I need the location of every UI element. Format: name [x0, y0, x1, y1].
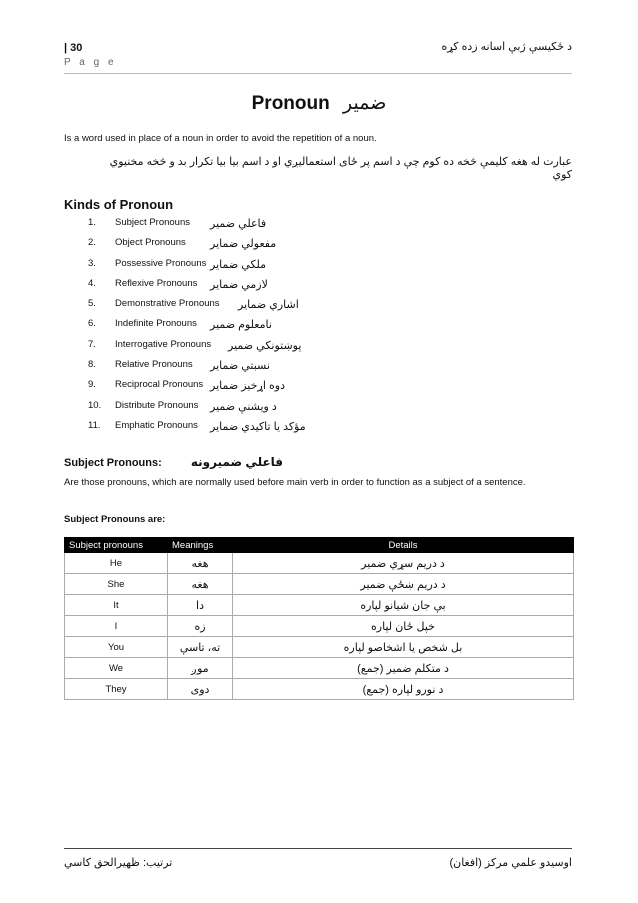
meaning-cell: ته، تاسې	[168, 637, 233, 658]
item-urdu: اشاري ضمایر	[238, 299, 299, 312]
list-item	[88, 258, 528, 278]
list-item	[88, 298, 528, 318]
table-row	[65, 595, 574, 616]
list-item	[88, 278, 528, 298]
item-urdu: دوه اړخیز ضمایر	[210, 380, 285, 393]
meaning-cell: هغه	[168, 574, 233, 595]
details-cell: بې جان شیانو لپاره	[233, 595, 574, 616]
table-row	[65, 679, 574, 700]
item-urdu: نامعلوم ضمیر	[210, 319, 272, 332]
item-number: 11.	[88, 419, 101, 431]
kinds-heading: Kinds of Pronoun	[64, 197, 174, 212]
table-header-row	[65, 538, 574, 553]
subject-pronoun-table	[64, 537, 574, 700]
list-item	[88, 339, 528, 359]
kinds-list	[88, 217, 528, 440]
footer-publisher: اوسیدو علمي مرکز (افغان)	[449, 857, 572, 869]
pronoun-cell: He	[65, 553, 168, 574]
table-row	[65, 637, 574, 658]
item-english: Reflexive Pronouns	[115, 277, 198, 289]
item-english: Distribute Pronouns	[115, 399, 199, 411]
item-urdu: پوښتونکي ضمیر	[228, 339, 302, 352]
title-urdu: ضمیر	[343, 93, 387, 114]
item-number: 4.	[88, 277, 96, 289]
pronoun-cell: It	[65, 595, 168, 616]
meaning-cell: هغه	[168, 553, 233, 574]
footer-author: ترتیب: ظهیرالحق کاسي	[64, 857, 173, 869]
item-english: Subject Pronouns	[115, 217, 190, 228]
item-number: 9.	[88, 379, 96, 391]
item-english: Possessive Pronouns	[115, 257, 207, 269]
item-number: 2.	[88, 237, 96, 249]
item-english: Demonstrative Pronouns	[115, 298, 220, 310]
item-urdu: مؤکد یا تاکیدي ضمایر	[210, 420, 306, 433]
list-item	[88, 359, 528, 379]
table-row	[65, 574, 574, 595]
item-english: Indefinite Pronouns	[115, 318, 197, 330]
item-english: Object Pronouns	[115, 237, 186, 249]
details-cell: بل شخص یا اشخاصو لپاره	[233, 637, 574, 658]
meaning-cell: دوی	[168, 679, 233, 700]
item-urdu: د ویشنې ضمیر	[210, 400, 277, 413]
pronoun-cell: They	[65, 679, 168, 700]
page-title	[0, 92, 638, 115]
page-number: | 30	[64, 42, 83, 54]
pronoun-cell: You	[65, 637, 168, 658]
subject-list-label: Subject Pronouns are:	[64, 514, 166, 525]
subject-heading	[64, 455, 283, 469]
item-number: 7.	[88, 338, 96, 350]
subject-heading-english: Subject Pronouns:	[64, 457, 162, 469]
page-label: P a g e	[64, 57, 117, 68]
list-item	[88, 217, 528, 237]
item-urdu: ملکي ضمایر	[210, 258, 267, 271]
intro-english: Is a word used in place of a noun in order to avoid the repetition of a noun.	[64, 133, 377, 144]
item-urdu: فاعلي ضمیر	[210, 218, 267, 230]
table-row	[65, 553, 574, 574]
intro-urdu: عبارت له هغه کلیمې څخه ده کوم چې د اسم پر ځای استعمالیږي او د اسم بیا بیا تکرار بد و څخه مخنیوي کوي	[109, 156, 572, 181]
meaning-cell: دا	[168, 595, 233, 616]
footer-divider	[64, 848, 572, 849]
details-cell: د نورو لپاره (جمع)	[233, 679, 574, 700]
column-header: Details	[233, 538, 574, 553]
table-row	[65, 616, 574, 637]
meaning-cell: زه	[168, 616, 233, 637]
item-urdu: نسبتي ضمایر	[210, 360, 270, 373]
column-header: Subject pronouns	[65, 538, 168, 553]
item-number: 3.	[88, 257, 96, 269]
details-cell: د دریم سړي ضمیر	[233, 553, 574, 574]
list-item	[88, 420, 528, 440]
pronoun-cell: We	[65, 658, 168, 679]
item-number: 1.	[88, 217, 96, 228]
item-urdu: مفعولي ضمایر	[210, 238, 277, 251]
item-english: Relative Pronouns	[115, 359, 193, 371]
item-urdu: لازمي ضمایر	[210, 278, 268, 291]
list-item	[88, 379, 528, 399]
list-item	[88, 400, 528, 420]
header-title-urdu: د ځکیسې ژبې اسانه زده کړه	[441, 41, 572, 53]
pronoun-cell: She	[65, 574, 168, 595]
pronoun-cell: I	[65, 616, 168, 637]
list-item	[88, 318, 528, 338]
meaning-cell: موږ	[168, 658, 233, 679]
item-english: Reciprocal Pronouns	[115, 379, 204, 391]
item-english: Emphatic Pronouns	[115, 419, 198, 431]
subject-definition: Are those pronouns, which are normally used before main verb in order to function as a subject of a sentence.	[64, 477, 526, 488]
details-cell: د متکلم ضمیر (جمع)	[233, 658, 574, 679]
details-cell: خپل ځان لپاره	[233, 616, 574, 637]
item-number: 6.	[88, 318, 96, 330]
list-item	[88, 237, 528, 257]
item-english: Interrogative Pronouns	[115, 338, 212, 350]
header-divider	[64, 73, 572, 74]
title-english: Pronoun	[251, 93, 330, 114]
item-number: 10.	[88, 399, 102, 411]
item-number: 8.	[88, 359, 96, 371]
details-cell: د دریم ښځې ضمیر	[233, 574, 574, 595]
column-header: Meanings	[168, 538, 233, 553]
subject-heading-urdu: فاعلي ضمیرونه	[190, 455, 284, 469]
table-row	[65, 658, 574, 679]
item-number: 5.	[88, 298, 96, 310]
